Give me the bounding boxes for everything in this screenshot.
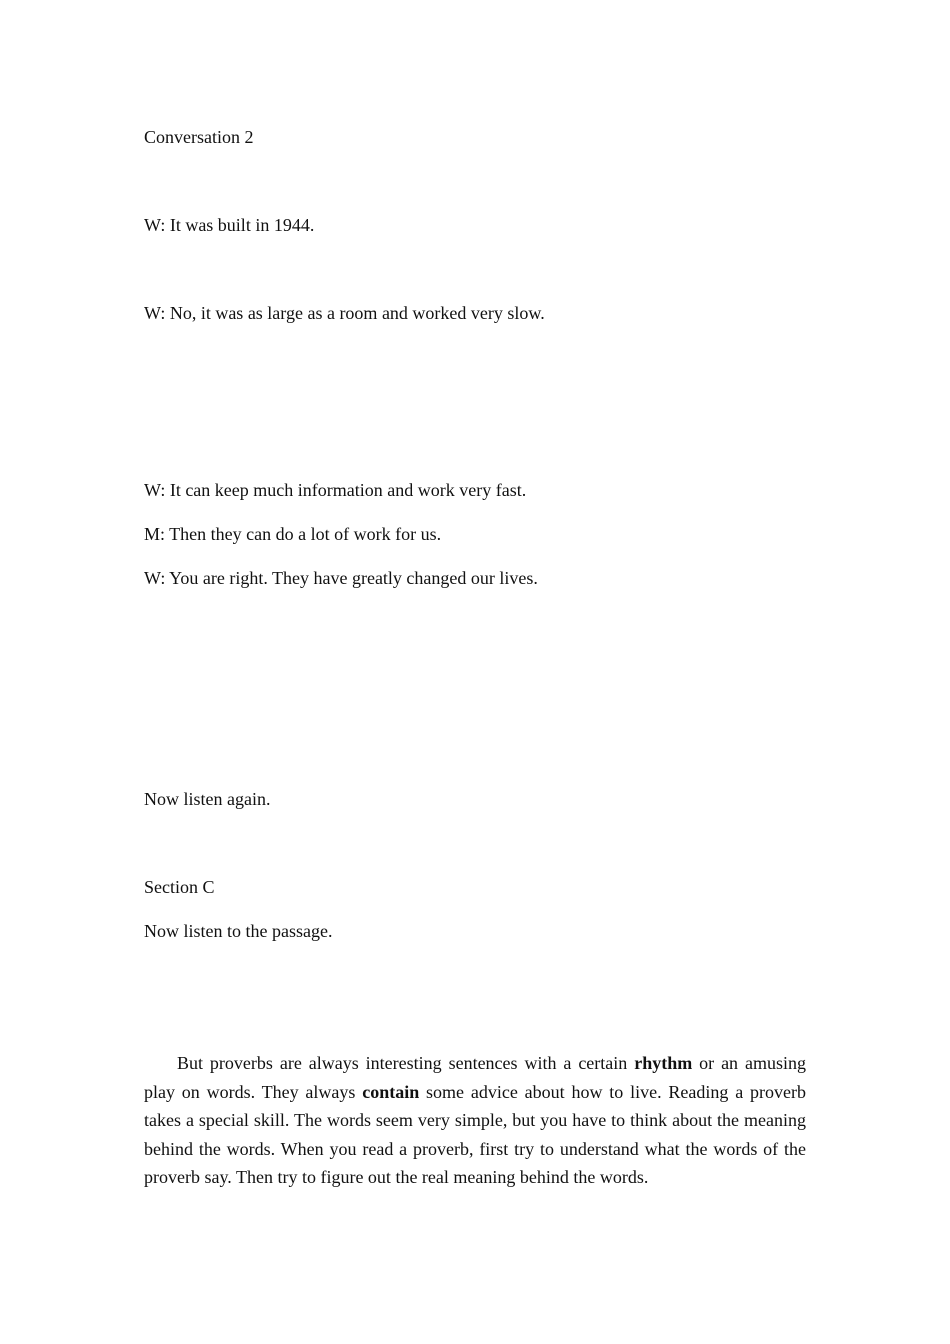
passage-text: some advice about how to live. Reading a proverb takes a special skill. The words seem very simple, but you have to think about the meaning behind the words. When you read a proverb, first try to understand what the words of the proverb say. Then try to figure out the real meaning behind the words. bbox=[144, 1081, 806, 1187]
conversation-heading: Conversation 2 bbox=[144, 127, 254, 147]
passage-text: But proverbs are always interesting sentences with a certain bbox=[177, 1053, 635, 1073]
passage-bold-word: rhythm bbox=[634, 1053, 693, 1073]
dialogue-line: W: It can keep much information and work very fast. bbox=[144, 480, 527, 500]
dialogue-line: W: You are right. They have greatly changed our lives. bbox=[144, 568, 538, 588]
dialogue-line: M: Then they can do a lot of work for us. bbox=[144, 524, 442, 544]
listen-again-instruction: Now listen again. bbox=[144, 789, 271, 809]
listen-passage-instruction: Now listen to the passage. bbox=[144, 921, 333, 941]
section-heading: Section C bbox=[144, 877, 215, 897]
dialogue-line: W: No, it was as large as a room and worked very slow. bbox=[144, 303, 545, 323]
passage-paragraph bbox=[144, 1049, 806, 1192]
passage-text: or an amusing play on words. They always bbox=[144, 1053, 806, 1102]
passage-bold-word: contain bbox=[362, 1081, 420, 1102]
dialogue-line: W: It was built in 1944. bbox=[144, 215, 315, 235]
